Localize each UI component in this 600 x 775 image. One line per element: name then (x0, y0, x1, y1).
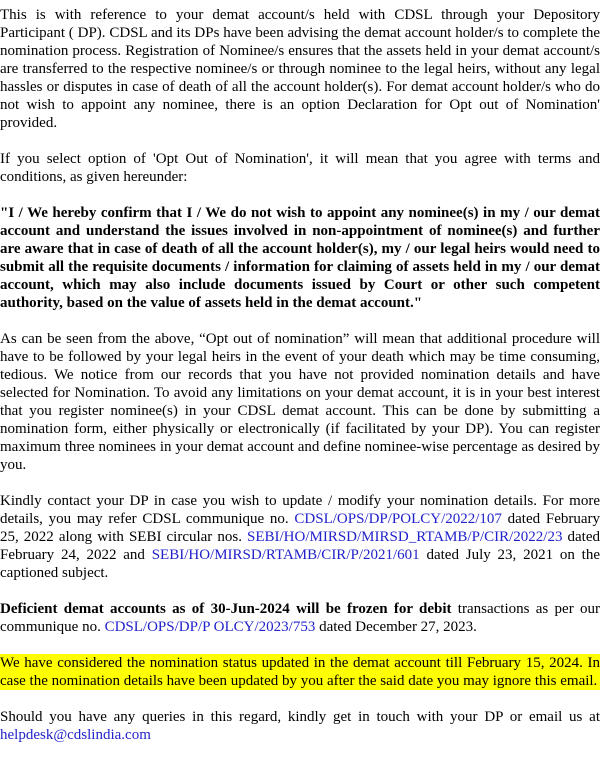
procedure-paragraph: As can be seen from the above, “Opt out of nomination” will mean that additional procedure will have to be followed by your legal heirs in the event of your death which may be time consuming, tedious. We notice from our records that you have not provided nomination details and have selected for Nomination. To avoid any limitations on your demat account, it is in your best interest that you register nominee(s) in your CDSL demat account. This can be done by submitting a nomination form, either physically or electronically (if facilitated by your DP). You can register maximum three nominees in your demat account and define nominee-wise percentage as desired by you. (0, 331, 600, 473)
highlight-paragraph: We have considered the nomination status updated in the demat account till February 15, 2024. In case the nomination details have been updated by you after the said date you may ignore this email. (0, 655, 600, 689)
deficient-text-a: transactions as per our communique no. (0, 601, 600, 635)
deficient-text-b: dated December 27, 2023. (315, 619, 477, 635)
contact-text-d: dated July 23, 2021 on the captioned subject. (0, 547, 600, 581)
deficient-accounts-paragraph (0, 600, 600, 636)
sebi-circular-link-2[interactable]: SEBI/HO/MIRSD/RTAMB/CIR/P/2021/601 (151, 547, 420, 563)
contact-text-a: Kindly contact your DP in case you wish to update / modify your nomination details. For more details, you may refer CDSL communique no. (0, 493, 600, 527)
contact-text-b: dated February 25, 2022 along with SEBI circular nos. (0, 511, 600, 545)
queries-paragraph (0, 708, 600, 744)
declaration-text: "I / We hereby confirm that I / We do not wish to appoint any nominee(s) in my / our demat account and understand the issues involved in non-appointment of nominee(s) and further are aware that in case of death of all the account holder(s), my / our legal heirs would need to submit all the requisite documents / information for claiming of assets held in my / our demat account, which may also include documents issued by Court or other such competent authority, based on the value of assets held in the demat account." (0, 205, 600, 311)
declaration-paragraph (0, 204, 600, 312)
opt-out-paragraph: If you select option of 'Opt Out of Nomination', it will mean that you agree with terms and conditions, as given hereunder: (0, 151, 600, 185)
cdsl-communique-link[interactable]: CDSL/OPS/DP/POLCY/2022/107 (294, 511, 502, 527)
intro-paragraph: This is with reference to your demat account/s held with CDSL through your Depository Participant ( DP). CDSL and its DPs have been advising the demat account holder/s to complete the nomination process. Registration of Nominee/s ensures that the assets held in your demat account/s are transferred to the respective nominee/s or through nominee to the legal heirs, without any legal hassles or disputes in case of death of all the account holder(s). For demat account holder/s who do not wish to appoint any nominee, there is an option Declaration for Opt out of Nomination' provided. (0, 7, 600, 131)
queries-text: Should you have any queries in this regard, kindly get in touch with your DP or email us at (0, 709, 600, 725)
deficient-accounts-bold: Deficient demat accounts as of 30-Jun-2024 will be frozen for debit (0, 601, 452, 617)
contact-dp-paragraph (0, 492, 600, 582)
contact-text-c: dated February 24, 2022 and (0, 529, 600, 563)
cdsl-communique-753-link[interactable]: CDSL/OPS/DP/P OLCY/2023/753 (104, 619, 316, 635)
helpdesk-email-link[interactable]: helpdesk@cdslindia.com (0, 727, 151, 743)
sebi-circular-link-1[interactable]: SEBI/HO/MIRSD/MIRSD_RTAMB/P/CIR/2022/23 (247, 529, 563, 545)
